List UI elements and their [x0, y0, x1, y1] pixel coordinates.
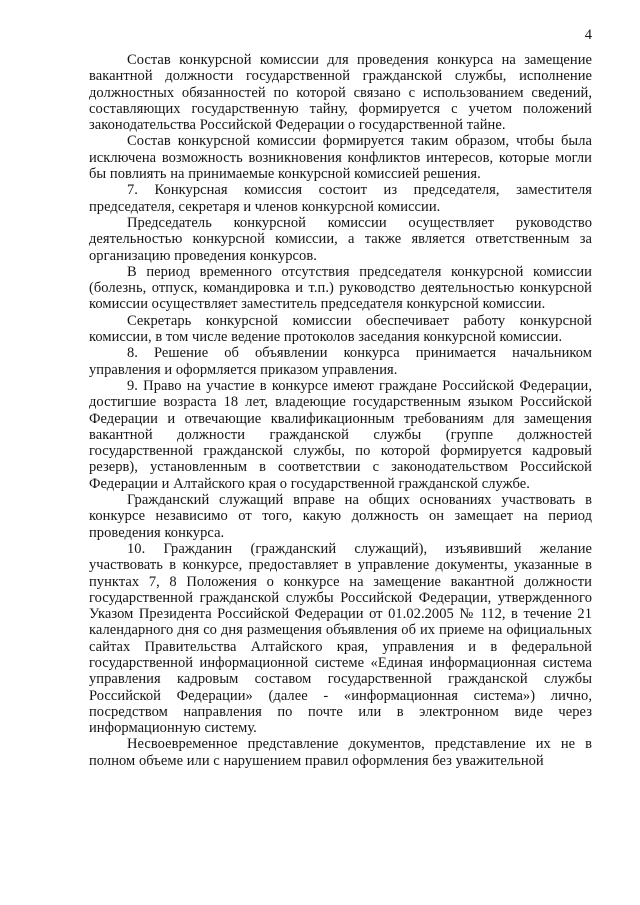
paragraph: Секретарь конкурсной комиссии обеспечивает работу конкурсной комиссии, в том числе ведение протоколов заседания конкурсной комиссии.	[89, 312, 592, 346]
paragraph: 8. Решение об объявлении конкурса принимается начальником управления и оформляется приказом управления.	[89, 345, 592, 378]
document-body	[89, 52, 592, 769]
paragraph: 7. Конкурсная комиссия состоит из председателя, заместителя председателя, секретаря и членов конкурсной комиссии.	[89, 182, 592, 215]
paragraph: 10. Гражданин (гражданский служащий), изъявивший желание участвовать в конкурсе, предоставляет в управление документы, указанные в пунктах 7, 8 Положения о конкурсе на замещение вакантной должности государственной гражданской службы Российской Федерации, утвержденного Указом Президента Российской Федерации от 01.02.2005 № 112, в течение 21 календарного дня со дня размещения объявления об их приеме на официальных сайтах Правительства Алтайского края, управления и в федеральной государственной информационной системе «Единая информационная система управления кадровым составом государственной гражданской службы Российской Федерации» (далее - «информационная система») лично, посредством направления по почте или в электронном виде через информационную систему.	[89, 540, 592, 737]
paragraph: Состав конкурсной комиссии формируется таким образом, чтобы была исключена возможность возникновения конфликтов интересов, которые могли бы повлиять на принимаемые конкурсной комиссией решения.	[89, 133, 592, 183]
paragraph: 9. Право на участие в конкурсе имеют граждане Российской Федерации, достигшие возраста 18 лет, владеющие государственным языком Российской Федерации и отвечающие квалификационным требованиям для замещения вакантной должности гражданской службы (группе должностей государственной гражданской службы, по которой формируется кадровый резерв), установленным в соответствии с законодательством Российской Федерации и Алтайского края о государственной гражданской службе.	[89, 377, 592, 492]
paragraph: Несвоевременное представление документов, представление их не в полном объеме или с нарушением правил оформления без уважительной	[89, 736, 592, 769]
paragraph: Председатель конкурсной комиссии осуществляет руководство деятельностью конкурсной комиссии, а также является ответственным за организацию проведения конкурсов.	[89, 214, 592, 264]
paragraph: Гражданский служащий вправе на общих основаниях участвовать в конкурсе независимо от того, какую должность он замещает на период проведения конкурса.	[89, 492, 592, 541]
paragraph: Состав конкурсной комиссии для проведения конкурса на замещение вакантной должности государственной гражданской службы, исполнение должностных обязанностей по которой связано с использованием сведений, составляющих государственную тайну, формируется с учетом положений законодательства Российской Федерации о государственной тайне.	[89, 52, 592, 134]
page-number: 4	[584, 27, 592, 43]
paragraph: В период временного отсутствия председателя конкурсной комиссии (болезнь, отпуск, командировка и т.п.) руководство деятельностью конкурсной комиссии осуществляет заместитель председателя конкурсной комиссии.	[89, 263, 592, 313]
